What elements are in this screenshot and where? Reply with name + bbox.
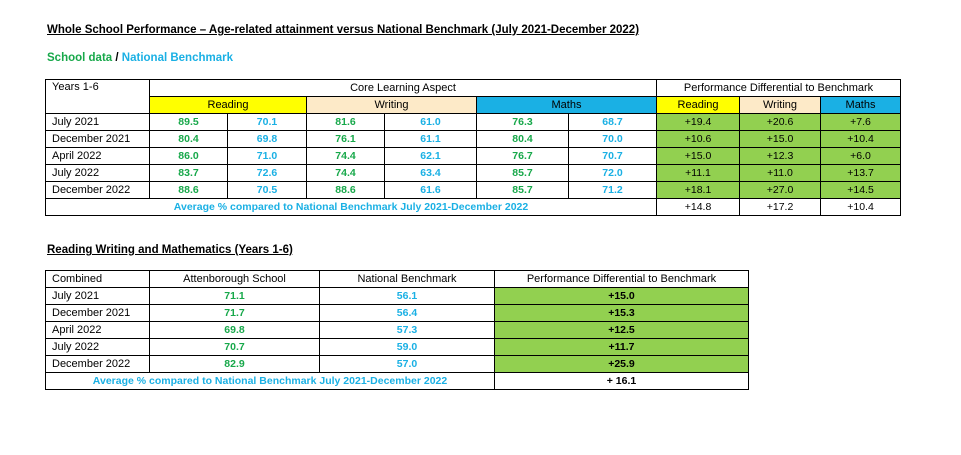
maths-school: 85.7 — [477, 165, 569, 182]
table-row — [46, 305, 749, 322]
table1-diff-header: Performance Differential to Benchmark — [657, 80, 901, 97]
writing-school: 76.1 — [307, 131, 385, 148]
table-row — [46, 356, 749, 373]
diff-maths: +14.5 — [821, 182, 901, 199]
national-value: 59.0 — [320, 339, 495, 356]
combined-table — [45, 270, 749, 390]
writing-national: 61.1 — [385, 131, 477, 148]
reading-national: 71.0 — [228, 148, 307, 165]
row-label: July 2021 — [46, 114, 150, 131]
diff-subject-maths: Maths — [821, 97, 901, 114]
reading-national: 70.1 — [228, 114, 307, 131]
school-value: 82.9 — [150, 356, 320, 373]
diff-value: +12.5 — [495, 322, 749, 339]
diff-writing: +15.0 — [740, 131, 821, 148]
school-value: 71.1 — [150, 288, 320, 305]
row-label: April 2022 — [46, 148, 150, 165]
maths-national: 71.2 — [569, 182, 657, 199]
legend-national: National Benchmark — [121, 52, 233, 64]
diff-maths: +13.7 — [821, 165, 901, 182]
writing-school: 81.6 — [307, 114, 385, 131]
diff-writing: +20.6 — [740, 114, 821, 131]
subject-reading: Reading — [150, 97, 307, 114]
diff-reading: +15.0 — [657, 148, 740, 165]
maths-school: 85.7 — [477, 182, 569, 199]
table-row — [46, 322, 749, 339]
row-label: July 2021 — [46, 288, 150, 305]
national-value: 57.3 — [320, 322, 495, 339]
table2-avg-diff: + 16.1 — [495, 373, 749, 390]
reading-school: 83.7 — [150, 165, 228, 182]
table-row — [46, 182, 901, 199]
diff-reading: +11.1 — [657, 165, 740, 182]
reading-school: 86.0 — [150, 148, 228, 165]
writing-school: 74.4 — [307, 165, 385, 182]
legend-school: School data — [47, 52, 113, 64]
color-legend — [47, 52, 233, 64]
subject-maths: Maths — [477, 97, 657, 114]
reading-national: 70.5 — [228, 182, 307, 199]
diff-maths: +10.4 — [821, 131, 901, 148]
school-value: 71.7 — [150, 305, 320, 322]
table2-header-diff: Performance Differential to Benchmark — [495, 271, 749, 288]
table-row — [46, 339, 749, 356]
table1-avg-reading: +14.8 — [657, 199, 740, 216]
maths-national: 68.7 — [569, 114, 657, 131]
row-label: December 2022 — [46, 182, 150, 199]
table2-header-combined: Combined — [46, 271, 150, 288]
maths-national: 70.7 — [569, 148, 657, 165]
maths-school: 80.4 — [477, 131, 569, 148]
diff-subject-writing: Writing — [740, 97, 821, 114]
diff-maths: +6.0 — [821, 148, 901, 165]
reading-school: 88.6 — [150, 182, 228, 199]
table1-footer-label: Average % compared to National Benchmark July 2021-December 2022 — [46, 199, 657, 216]
row-label: July 2022 — [46, 165, 150, 182]
table1-group-header: Core Learning Aspect — [150, 80, 657, 97]
table1-avg-writing: +17.2 — [740, 199, 821, 216]
page-title: Whole School Performance – Age-related attainment versus National Benchmark (July 2021-December 2022) — [47, 24, 640, 36]
diff-value: +15.3 — [495, 305, 749, 322]
row-label: December 2021 — [46, 131, 150, 148]
table-row — [46, 114, 901, 131]
legend-separator: / — [115, 52, 119, 64]
maths-national: 70.0 — [569, 131, 657, 148]
diff-reading: +19.4 — [657, 114, 740, 131]
table2-header-school: Attenborough School — [150, 271, 320, 288]
national-value: 56.1 — [320, 288, 495, 305]
row-label: April 2022 — [46, 322, 150, 339]
row-label: December 2021 — [46, 305, 150, 322]
reading-school: 89.5 — [150, 114, 228, 131]
table-row — [46, 288, 749, 305]
section-subtitle: Reading Writing and Mathematics (Years 1-6) — [47, 244, 293, 256]
maths-national: 72.0 — [569, 165, 657, 182]
row-label: December 2022 — [46, 356, 150, 373]
diff-writing: +11.0 — [740, 165, 821, 182]
national-value: 56.4 — [320, 305, 495, 322]
table-row — [46, 148, 901, 165]
diff-value: +25.9 — [495, 356, 749, 373]
writing-national: 63.4 — [385, 165, 477, 182]
reading-national: 72.6 — [228, 165, 307, 182]
diff-value: +15.0 — [495, 288, 749, 305]
writing-school: 74.4 — [307, 148, 385, 165]
table2-header-national: National Benchmark — [320, 271, 495, 288]
table-row — [46, 131, 901, 148]
table2-footer-label: Average % compared to National Benchmark July 2021-December 2022 — [46, 373, 495, 390]
reading-school: 80.4 — [150, 131, 228, 148]
national-value: 57.0 — [320, 356, 495, 373]
diff-value: +11.7 — [495, 339, 749, 356]
school-value: 70.7 — [150, 339, 320, 356]
diff-writing: +27.0 — [740, 182, 821, 199]
writing-national: 61.0 — [385, 114, 477, 131]
maths-school: 76.7 — [477, 148, 569, 165]
reading-national: 69.8 — [228, 131, 307, 148]
subject-writing: Writing — [307, 97, 477, 114]
school-value: 69.8 — [150, 322, 320, 339]
diff-reading: +10.6 — [657, 131, 740, 148]
row-label: July 2022 — [46, 339, 150, 356]
table1-avg-maths: +10.4 — [821, 199, 901, 216]
writing-school: 88.6 — [307, 182, 385, 199]
writing-national: 62.1 — [385, 148, 477, 165]
diff-maths: +7.6 — [821, 114, 901, 131]
diff-writing: +12.3 — [740, 148, 821, 165]
maths-school: 76.3 — [477, 114, 569, 131]
writing-national: 61.6 — [385, 182, 477, 199]
table1-corner: Years 1-6 — [46, 80, 150, 114]
performance-table — [45, 79, 901, 216]
table-row — [46, 165, 901, 182]
diff-subject-reading: Reading — [657, 97, 740, 114]
diff-reading: +18.1 — [657, 182, 740, 199]
